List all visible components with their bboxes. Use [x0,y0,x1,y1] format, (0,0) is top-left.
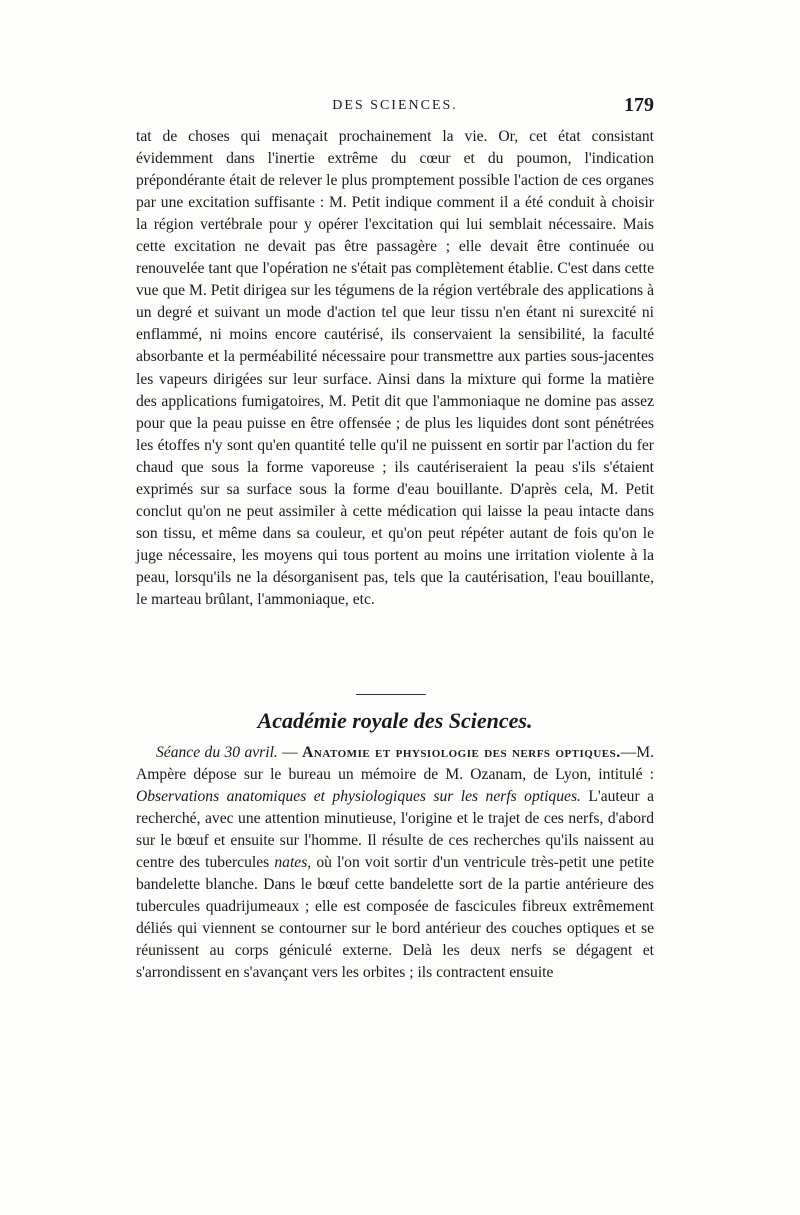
seance-date: Séance du 30 avril. [156,744,278,761]
seance-text-3: , où l'on voit sortir d'un ventricule très-petit une petite bandelette blanche. Dans le bœuf cette bandelette sort de la partie antérieure des tubercules quadrijumeaux ; elle est composée de fascicules fibreux extrêmement déliés qui viennent se contourner sur le bord antérieur des couches optiques et se réunissent au corps géniculé externe. Delà les deux nerfs se dégagent et s'arrondissent en s'avançant vers les orbites ; ils contractent ensuite [136,854,654,982]
section-title: Académie royale des Sciences. [257,708,533,733]
paragraph-text: tat de choses qui menaçait prochainement la vie. Or, cet état consistant évidemment dans l'inertie extrême du cœur et du poumon, l'indication prépondérante était de relever le plus promptement possible l'action de ces organes par une excitation suffisante : M. Petit indique comment il a été conduit à choisir la région vertébrale pour y opérer l'excitation qui lui semblait nécessaire. Mais cette excitation ne devait pas être passagère ; elle devait être continuée ou renouvelée tant que l'opération ne s'était pas complètement établie. C'est dans cette vue que M. Petit dirigea sur les tégumens de la région vertébrale des applications à un degré et suivant un mode d'action tel que leur tissu n'en étant ni surexcité ni enflammé, ni moins encore cautérisé, ils conservaient la sensibilité, la faculté absorbante et la perméabilité nécessaire pour transmettre aux parties sous-jacentes les vapeurs dirigées sur leur surface. Ainsi dans la mixture qui forme la matière des applications fumigatoires, M. Petit dit que l'ammoniaque ne domine pas assez pour que la peau puisse en être offensée ; de plus les liquides dont sont pénétrées les étoffes n'y sont qu'en quantité telle qu'il ne puissent en sortir par l'action du fer chaud que sous la forme vaporeuse ; ils cautériseraient la peau s'ils s'étaient exprimés sur sa surface sous la forme d'eau bouillante. D'après cela, M. Petit conclut qu'on ne peut assimiler à cette médication qui laisse la peau intacte dans son tissu, et même dans sa couleur, et qu'on peut répéter autant de fois qu'on le juge nécessaire, les moyens qui tous portent au moins une irritation violente à la peau, lorsqu'ils ne la désorganisent pas, tels que la cautérisation, l'eau bouillante, le marteau brûlant, l'ammoniaque, etc. [136,128,654,608]
seance-text-1: —M. Ampère dépose sur le bureau un mémoire de M. Ozanam, de Lyon, intitulé : [136,744,655,784]
nates-term: nates [274,854,308,872]
page-header [136,94,654,124]
seance-text-2: L'auteur a recherché, avec une attention minutieuse, l'origine et le trajet de ces nerfs, d'abord sur le bœuf et ensuite sur l'homme. Il résulte de ces recherches qu'ils naissent au centre des tubercules [136,788,655,872]
seance-paragraph [136,742,654,985]
running-head: DES SCIENCES. [332,98,458,113]
memoir-title: Observations anatomiques et physiologiques sur les nerfs optiques. [136,788,581,806]
seance-text [136,742,654,985]
seance-topic: Anatomie et physiologie des nerfs optiques. [302,744,621,761]
section-divider [356,694,426,695]
continued-paragraph [136,126,654,611]
seance-dash: — [277,744,303,761]
page-number: 179 [624,94,654,116]
